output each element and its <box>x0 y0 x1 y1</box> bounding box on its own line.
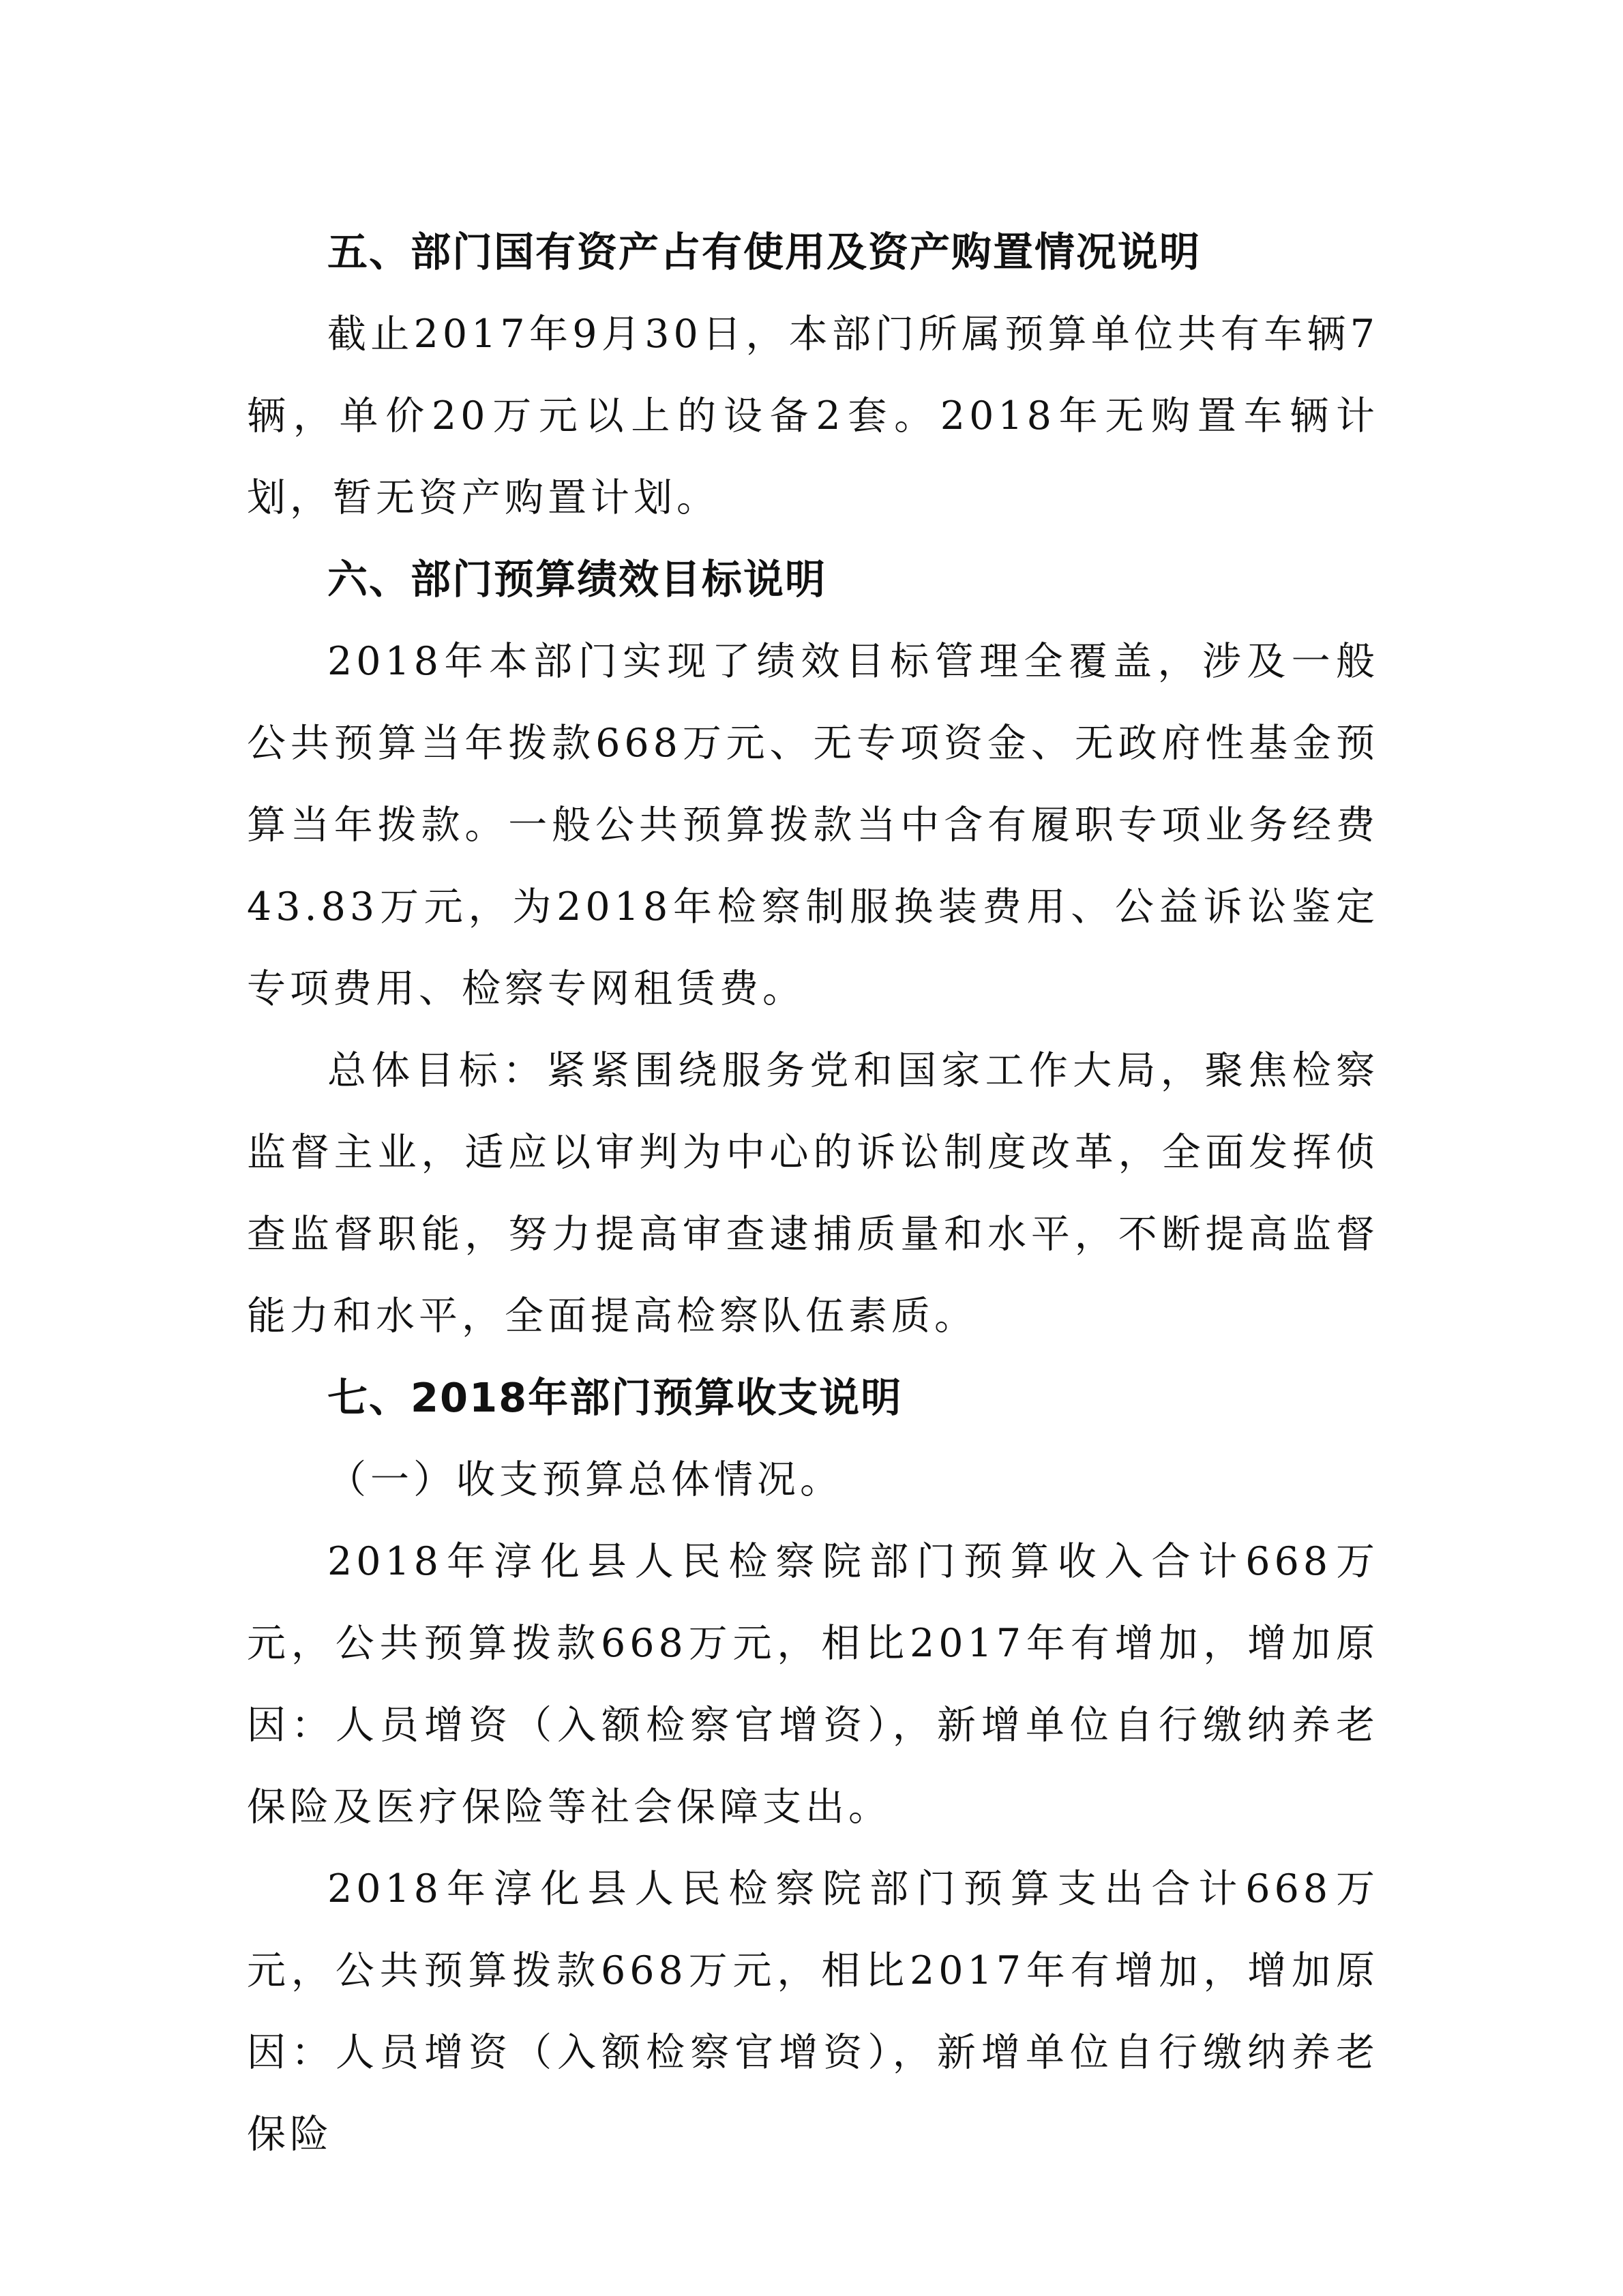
paragraph-budget-income: 2018年淳化县人民检察院部门预算收入合计668万元，公共预算拨款668万元，相比2017年有增加，增加原因：人员增资（入额检察官增资），新增单位自行缴纳养老保险及医疗保险等社会保障支出。 <box>247 1539 1379 1830</box>
section-heading-performance: 六、部门预算绩效目标说明 <box>327 556 827 603</box>
subheading-budget-overview: （一）收支预算总体情况。 <box>327 1457 843 1502</box>
section-heading-assets: 五、部门国有资产占有使用及资产购置情况说明 <box>327 228 1202 275</box>
paragraph-budget-expense: 2018年淳化县人民检察院部门预算支出合计668万元，公共预算拨款668万元，相比2017年有增加，增加原因：人员增资（入额检察官增资），新增单位自行缴纳养老保险 <box>247 1866 1379 2157</box>
paragraph-performance-funding: 2018年本部门实现了绩效目标管理全覆盖，涉及一般公共预算当年拨款668万元、无专项资金、无政府性基金预算当年拨款。一般公共预算拨款当中含有履职专项业务经费43.83万元，为2018年检察制服换装费用、公益诉讼鉴定专项费用、检察专网租赁费。 <box>247 639 1379 1011</box>
document-body <box>247 211 1379 2175</box>
paragraph-assets: 截止2017年9月30日，本部门所属预算单位共有车辆7辆，单价20万元以上的设备2套。2018年无购置车辆计划，暂无资产购置计划。 <box>247 312 1379 520</box>
section-heading-budget: 七、2018年部门预算收支说明 <box>327 1374 903 1421</box>
paragraph-performance-goal: 总体目标：紧紧围绕服务党和国家工作大局，聚焦检察监督主业，适应以审判为中心的诉讼制度改革，全面发挥侦查监督职能，努力提高审查逮捕质量和水平，不断提高监督能力和水平，全面提高检察队伍素质。 <box>247 1048 1379 1339</box>
